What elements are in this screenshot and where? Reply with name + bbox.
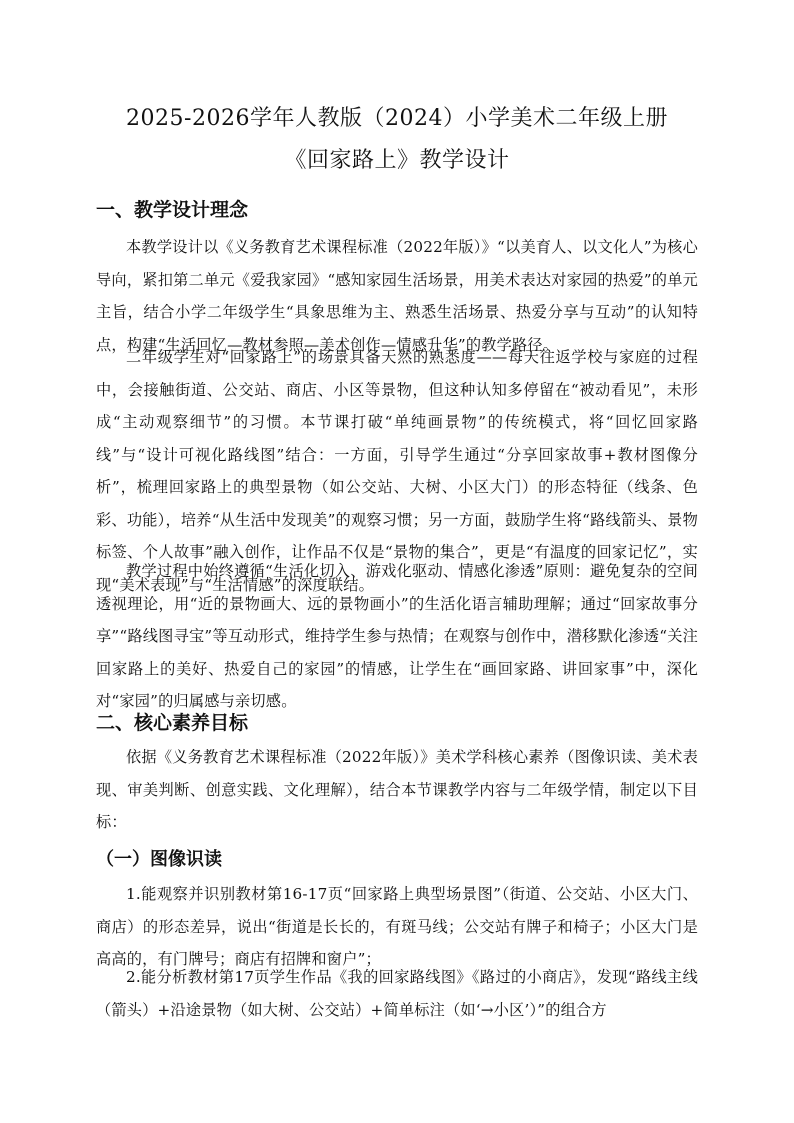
section1-heading: 一、教学设计理念	[96, 199, 249, 221]
document-title-line2: 《回家路上》教学设计	[284, 148, 510, 173]
objective-item-1: 1.能观察并识别教材第16-17页“回家路上典型场景图”（街道、公交站、小区大门、商店）的形态差异，说出“街道是长长的，有斑马线；公交站有牌子和椅子；小区大门是高高的，有门牌号；商店有招牌和窗户”；	[96, 885, 698, 968]
section2-intro: 依据《义务教育艺术课程标准（2022年版）》美术学科核心素养（图像识读、美术表现、审美判断、创意实践、文化理解），结合本节课教学内容与二年级学情，制定以下目标：	[96, 748, 698, 831]
section1-paragraph-3: 教学过程中始终遵循“生活化切入、游戏化驱动、情感化渗透”原则：避免复杂的空间透视理论，用“近的景物画大、远的景物画小”的生活化语言辅助理解；通过“回家故事分享”“路线图寻宝”等互动形式，维持学生参与热情；在观察与创作中，潜移默化渗透“关注回家路上的美好、热爱自己的家园”的情感，让学生在“画回家路、讲回家事”中，深化对“家园”的归属感与亲切感。	[96, 562, 698, 710]
section2-heading: 二、核心素养目标	[96, 712, 249, 734]
section1-paragraph-2: 二年级学生对“回家路上”的场景具备天然的熟悉度——每天往返学校与家庭的过程中，会接触街道、公交站、商店、小区等景物，但这种认知多停留在“被动看见”，未形成“主动观察细节”的习惯。本节课打破“单纯画景物”的传统模式，将“回忆回家路线”与“设计可视化路线图”结合：一方面，引导学生通过“分享回家故事+教材图像分析”，梳理回家路上的典型景物（如公交站、大树、小区大门）的形态特征（线条、色彩、功能），培养“从生活中发现美”的观察习惯；另一方面，鼓励学生将“路线箭头、景物标签、个人故事”融入创作，让作品不仅是“景物的集合”，更是“有温度的回家记忆”，实现“美术表现”与“生活情感”的深度联结。	[96, 348, 698, 594]
section1-paragraph-1: 本教学设计以《义务教育艺术课程标准（2022年版）》“以美育人、以文化人”为核心导向，紧扣第二单元《爱我家园》“感知家园生活场景，用美术表达对家园的热爱”的单元主旨，结合小学二年级学生“具象思维为主、熟悉生活场景、热爱分享与互动”的认知特点，构建“生活回忆—教材参照—美术创作—情感升华”的教学路径。	[96, 238, 698, 354]
objective-item-2: 2.能分析教材第17页学生作品《我的回家路线图》《路过的小商店》，发现“路线主线（箭头）+沿途景物（如大树、公交站）+简单标注（如‘→小区’）”的组合方	[96, 968, 698, 1019]
subsection1-heading: （一）图像识读	[96, 849, 222, 870]
document-title-line1: 2025-2026学年人教版（2024）小学美术二年级上册	[126, 106, 668, 131]
